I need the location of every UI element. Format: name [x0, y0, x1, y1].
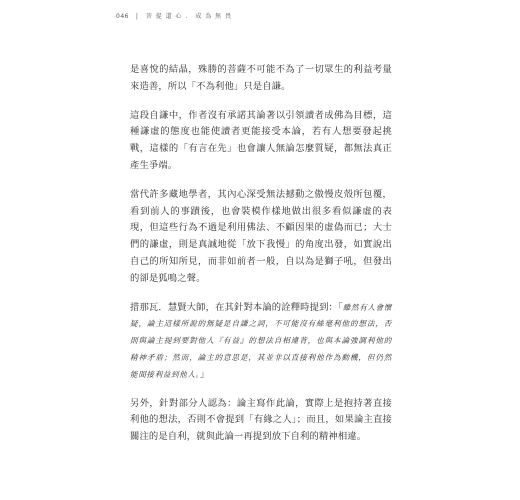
- quote-close: 」: [199, 368, 210, 380]
- quoted-commentary: 雖然有人會懷疑，論主這樣所說的無疑是自謙之詞，不可能沒有絲毫利他的想法，否則與論主提到要對他人『有益』的想法自相違背，也與本論強調利他的精神矛盾；然而，論主的意思是，其並非以直接利他作為動機，但仍然能間接利益到他人。: [130, 302, 392, 379]
- body-text: [130, 62, 392, 461]
- header-divider: |: [135, 13, 139, 20]
- page-number: 046: [116, 13, 129, 20]
- quote-lead: 措那瓦．慧賢大師，在其針對本論的詮釋時提到：「: [130, 301, 343, 313]
- paragraph-3: 當代許多藏地學者，其內心深受無法撼動之傲慢皮殼所包覆，看到前人的事蹟後，也會裝模作樣地做出很多看似謙虛的表現，但這些行為不過是利用佛法、不顧因果的虛偽而已；大士們的謙虛，則是真誠地從「放下我慢」的角度出發，如實說出自己的所知所見，而非如前者一般，自以為是獅子吼，但發出的卻是狐鳴之聲。: [130, 188, 392, 284]
- paragraph-2: 這段自謙中，作者沒有承諾其論著以引領讀者成佛為目標，這種謙虛的態度也能使讀者更能接受本論，若有人想要發起挑戰，這樣的「有言在先」也會讓人無論怎麼質疑，都無法真正產生爭端。: [130, 109, 392, 171]
- book-title: 菩 提 道 心 ． 成 為 無 畏: [145, 13, 233, 20]
- running-header: [116, 13, 232, 21]
- quote-paragraph: [130, 300, 392, 384]
- paragraph-5: 另外，針對部分人認為：論主寫作此論，實際上是抱持著直接利他的想法，否則不會提到「有緣之人」；而且，如果論主直接關注的是自利，就與此論一再提到放下自利的精神相違。: [130, 397, 392, 443]
- paragraph-1: 是喜悅的結晶，殊勝的菩薩不可能不為了一切眾生的利益考量來造善，所以「不為利他」只是自謙。: [130, 64, 392, 92]
